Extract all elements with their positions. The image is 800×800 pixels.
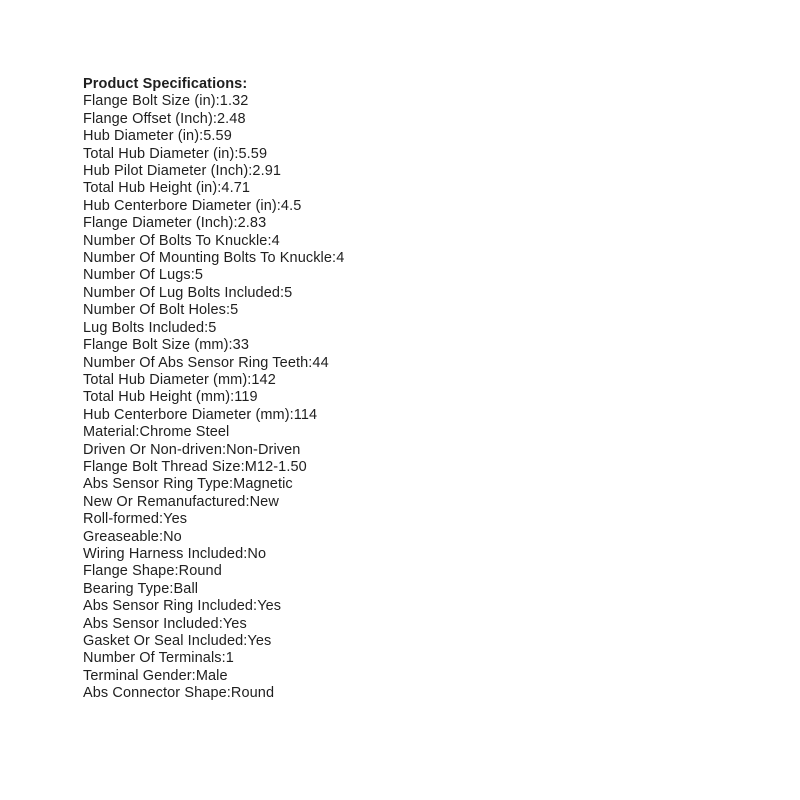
spec-row [83,563,563,580]
spec-label: Roll-formed: [83,511,164,528]
spec-list [83,93,563,702]
spec-row [83,337,563,354]
spec-value: 4 [271,232,280,249]
spec-label: New Or Remanufactured: [83,493,250,510]
spec-label: Hub Centerbore Diameter (mm): [83,406,294,423]
spec-label: Flange Bolt Size (mm): [83,337,233,354]
spec-label: Terminal Gender: [83,667,196,684]
spec-label: Wiring Harness Included: [83,545,248,562]
spec-value: 1.32 [219,93,249,110]
spec-row [83,215,563,232]
spec-value: No [247,545,267,562]
spec-row [83,529,563,546]
spec-value: 4.71 [221,180,251,197]
spec-row [83,685,563,702]
spec-label: Material: [83,424,140,441]
spec-label: Abs Sensor Included: [83,615,223,632]
spec-row [83,442,563,459]
spec-row [83,476,563,493]
specifications-title: Product Specifications: [83,76,248,92]
spec-row [83,285,563,302]
spec-label: Number Of Mounting Bolts To Knuckle: [83,250,337,267]
spec-row [83,111,563,128]
spec-value: Round [178,563,222,580]
spec-value: 142 [251,371,276,388]
spec-row [83,128,563,145]
spec-label: Flange Diameter (Inch): [83,215,238,232]
spec-value: Yes [163,511,188,528]
spec-value: Round [230,685,275,702]
spec-row [83,633,563,650]
spec-value: 5 [230,302,239,319]
spec-value: New [249,493,279,510]
spec-value: 2.48 [217,110,246,127]
spec-value: 5.59 [238,145,268,162]
spec-value: 119 [234,389,258,406]
spec-row [83,250,563,267]
spec-row [83,233,563,250]
spec-label: Greaseable: [83,528,164,545]
spec-label: Flange Offset (Inch): [83,110,218,127]
spec-row [83,581,563,598]
spec-label: Hub Diameter (in): [83,128,204,145]
spec-value: 4.5 [280,197,302,214]
spec-label: Flange Bolt Thread Size: [83,458,245,475]
spec-label: Abs Connector Shape: [83,685,231,702]
spec-row [83,267,563,284]
spec-value: Yes [257,598,282,615]
spec-row [83,163,563,180]
spec-value: 44 [312,354,329,371]
spec-label: Number Of Lug Bolts Included: [83,284,285,301]
spec-value: Yes [222,615,247,632]
spec-row [83,546,563,563]
spec-row [83,355,563,372]
spec-value: 2.91 [252,163,282,180]
spec-row [83,389,563,406]
spec-row [83,668,563,685]
spec-value: 2.83 [237,215,267,232]
spec-label: Driven Or Non-driven: [83,441,227,458]
spec-row [83,424,563,441]
spec-row [83,598,563,615]
spec-value: Yes [247,633,272,649]
spec-value: M12-1.50 [244,458,307,475]
spec-value: 114 [293,406,318,423]
product-specifications-block [83,76,563,703]
spec-value: Male [195,667,228,684]
spec-row [83,320,563,337]
spec-label: Number Of Abs Sensor Ring Teeth: [83,354,313,371]
spec-row [83,494,563,511]
spec-value: 33 [232,337,250,354]
spec-label: Hub Centerbore Diameter (in): [83,197,281,214]
spec-row [83,650,563,667]
spec-value: 4 [336,250,345,267]
spec-label: Total Hub Diameter (in): [83,145,239,162]
spec-row [83,459,563,476]
spec-label: Gasket Or Seal Included: [83,633,248,649]
spec-label: Total Hub Height (mm): [83,389,235,406]
spec-label: Lug Bolts Included: [83,319,209,336]
spec-row [83,146,563,163]
spec-row [83,511,563,528]
spec-value: 5 [284,284,293,301]
spec-row [83,93,563,110]
spec-row [83,407,563,424]
spec-label: Bearing Type: [83,580,174,597]
spec-label: Number Of Bolt Holes: [83,302,231,319]
spec-row [83,616,563,633]
spec-label: Flange Shape: [83,563,179,580]
spec-label: Number Of Bolts To Knuckle: [83,232,272,249]
spec-row [83,198,563,215]
spec-row [83,372,563,389]
spec-label: Number Of Lugs: [83,267,195,284]
spec-label: Total Hub Diameter (mm): [83,371,252,388]
spec-label: Hub Pilot Diameter (Inch): [83,163,253,180]
spec-label: Total Hub Height (in): [83,180,222,197]
spec-label: Number Of Terminals: [83,650,226,667]
spec-label: Flange Bolt Size (in): [83,93,220,110]
spec-value: 5 [208,319,217,336]
spec-label: Abs Sensor Ring Type: [83,476,234,493]
spec-value: No [163,528,182,545]
spec-value: 5.59 [203,128,232,145]
spec-value: 1 [225,650,234,667]
spec-value: Chrome Steel [139,424,230,441]
spec-value: 5 [194,267,204,284]
spec-row [83,180,563,197]
spec-value: Non-Driven [226,441,301,458]
spec-value: Magnetic [233,476,293,493]
spec-label: Abs Sensor Ring Included: [83,598,258,615]
spec-row [83,302,563,319]
spec-value: Ball [173,580,199,597]
